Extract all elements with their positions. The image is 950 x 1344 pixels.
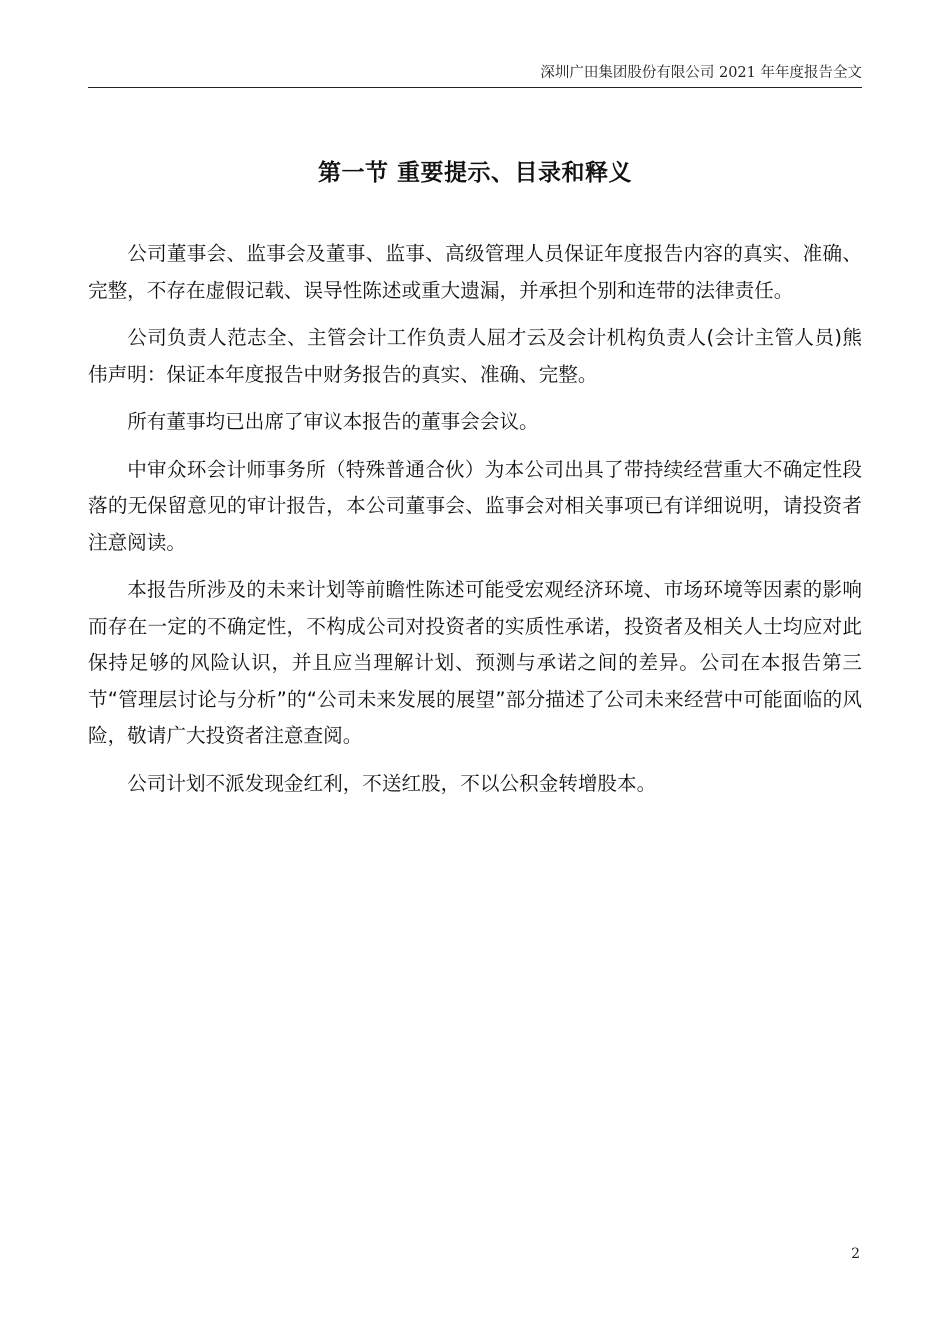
- paragraph-responsible-persons: 公司负责人范志全、主管会计工作负责人屈才云及会计机构负责人(会计主管人员)熊伟声明：保证本年度报告中财务报告的真实、准确、完整。: [88, 326, 862, 386]
- paragraph-board-guarantee: 公司董事会、监事会及董事、监事、高级管理人员保证年度报告内容的真实、准确、完整，不存在虚假记载、误导性陈述或重大遗漏，并承担个别和连带的法律责任。: [88, 242, 862, 302]
- paragraph-audit-opinion: 中审众环会计师事务所（特殊普通合伙）为本公司出具了带持续经营重大不确定性段落的无保留意见的审计报告，本公司董事会、监事会对相关事项已有详细说明，请投资者注意阅读。: [88, 457, 862, 554]
- header-title: 深圳广田集团股份有限公司 2021 年年度报告全文: [540, 65, 862, 81]
- paragraph-forward-looking: 本报告所涉及的未来计划等前瞻性陈述可能受宏观经济环境、市场环境等因素的影响而存在一定的不确定性，不构成公司对投资者的实质性承诺，投资者及相关人士均应对此保持足够的风险认识，并且应当理解计划、预测与承诺之间的差异。公司在本报告第三节“管理层讨论与分析”的“公司未来发展的展望”部分描述了公司未来经营中可能面临的风险，敬请广大投资者注意查阅。: [88, 578, 862, 747]
- section-title: 第一节 重要提示、目录和释义: [317, 160, 632, 186]
- page-header: [88, 58, 862, 88]
- paragraph-directors-attendance: 所有董事均已出席了审议本报告的董事会会议。: [127, 410, 539, 433]
- document-body: [88, 236, 862, 813]
- page-number: 2: [851, 1246, 860, 1262]
- paragraph-dividend-plan: 公司计划不派发现金红利，不送红股，不以公积金转增股本。: [127, 771, 657, 795]
